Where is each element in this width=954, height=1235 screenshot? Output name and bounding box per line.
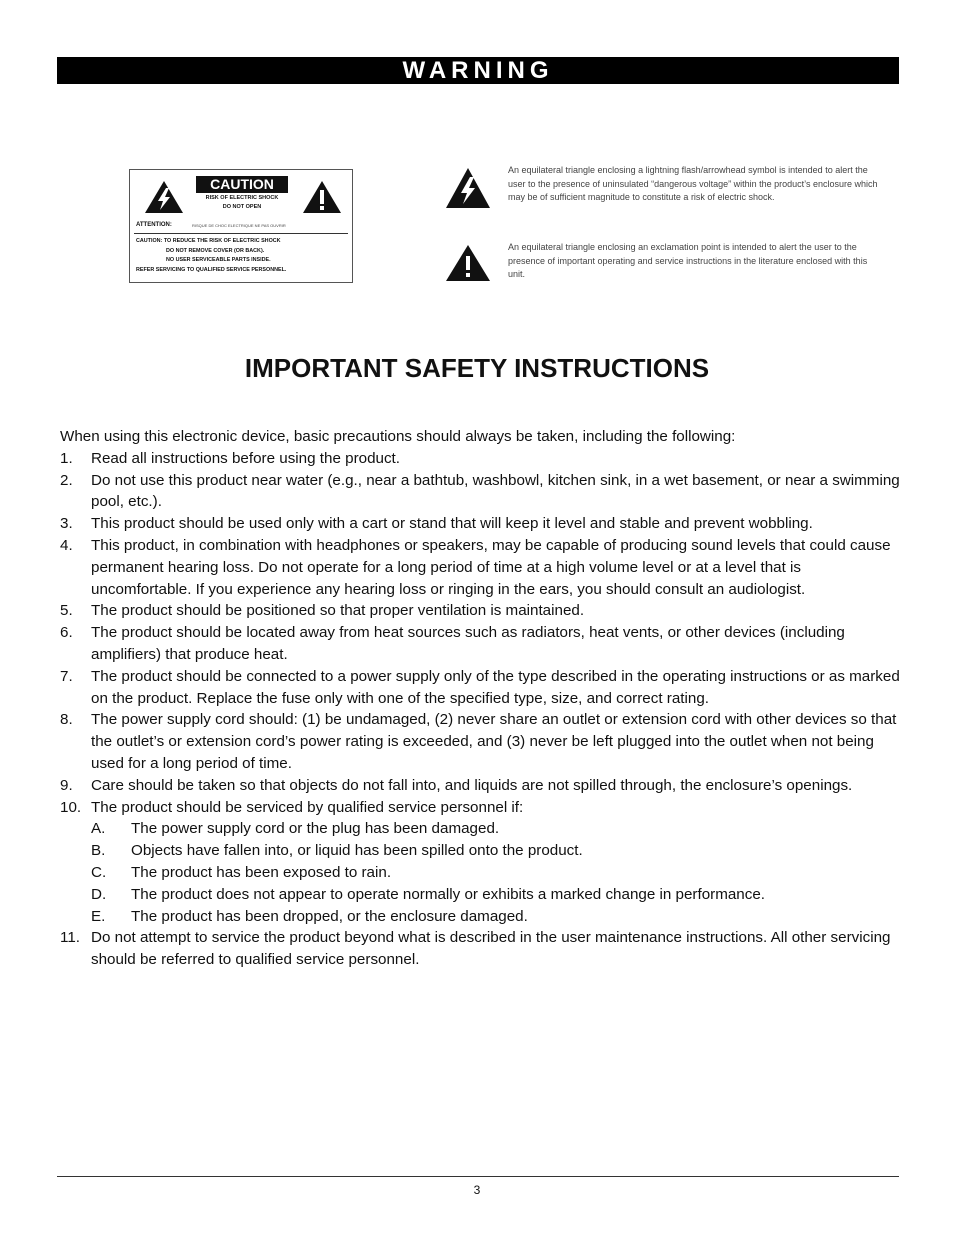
- sub-item-letter: B.: [91, 842, 106, 860]
- list-item: [60, 513, 905, 535]
- caution-line-2: DO NOT REMOVE COVER (OR BACK).: [166, 247, 265, 254]
- lightning-warning-icon: [144, 180, 184, 214]
- list-item: [60, 470, 905, 514]
- list-item: [60, 448, 905, 470]
- warning-heading: WARNING: [402, 57, 554, 84]
- item-number: 6.: [60, 624, 73, 642]
- sub-item-letter: E.: [91, 907, 106, 925]
- sub-list-item: [91, 818, 905, 840]
- list-item: [60, 535, 905, 600]
- caution-sub-1: RISK OF ELECTRIC SHOCK: [205, 195, 279, 201]
- item-text: Care should be taken so that objects do not fall into, and liquids are not spilled through, the enclosure’s openings.: [91, 776, 853, 794]
- item-number: 2.: [60, 471, 73, 489]
- sub-item-text: Objects have fallen into, or liquid has been spilled onto the product.: [131, 842, 583, 860]
- sub-list-item: [91, 884, 905, 906]
- item-number: 1.: [60, 449, 73, 467]
- item-number: 9.: [60, 776, 73, 794]
- sub-item-letter: D.: [91, 885, 107, 903]
- item-text: Do not attempt to service the product beyond what is described in the user maintenance instructions. All other servicing should be referred to qualified service personnel.: [91, 929, 891, 969]
- sub-item-letter: A.: [91, 820, 106, 838]
- item-text: The product should be located away from heat sources such as radiators, heat vents, or other devices (including amplifiers) that produce heat.: [91, 624, 845, 663]
- list-item: [60, 666, 905, 710]
- item-text: The product should be positioned so that proper ventilation is maintained.: [91, 602, 585, 620]
- list-item: [60, 709, 905, 774]
- sub-item-letter: C.: [91, 863, 107, 881]
- caution-divider: [134, 233, 348, 234]
- item-text: This product, in combination with headphones or speakers, may be capable of producing sound levels that could cause permanent hearing loss. Do not operate for a long period of time at a high volume level or at a level that is uncomfortable. If you experience any hearing loss or ringing in the ears, you should consult an audiologist.: [91, 536, 891, 598]
- list-item: [60, 927, 905, 971]
- item-text: This product should be used only with a cart or stand that will keep it level and stable and prevent wobbling.: [91, 515, 813, 533]
- sub-list-item: [91, 840, 905, 862]
- instruction-list: [60, 448, 905, 971]
- sub-list-item: [91, 862, 905, 884]
- sub-item-text: The product does not appear to operate normally or exhibits a marked change in performance.: [131, 885, 766, 903]
- caution-line-3: NO USER SERVICEABLE PARTS INSIDE.: [166, 257, 271, 263]
- item-body: [91, 797, 905, 928]
- attention-label: ATTENTION:: [136, 222, 172, 228]
- exclamation-symbol-text: An equilateral triangle enclosing an exclamation point is intended to alert the user to the presence of important operating and service instructions in the literature enclosed with this unit.: [508, 242, 868, 279]
- item-number: 10.: [60, 798, 82, 816]
- sub-item-text: The power supply cord or the plug has been damaged.: [131, 820, 500, 838]
- item-text: The product should be connected to a power supply only of the type described in the operating instructions or as marked on the product. Replace the fuse only with one of the specified type, size, and correct rating.: [91, 667, 900, 707]
- item-text: Do not use this product near water (e.g., near a bathtub, washbowl, kitchen sink, in a wet basement, or near a swimming pool, etc.).: [91, 471, 900, 511]
- warning-banner: [57, 57, 899, 84]
- lightning-symbol-text: An equilateral triangle enclosing a lightning flash/arrowhead symbol is intended to alert the user to the presence of uninsulated “dangerous voltage” within the product’s enclosure which may be of sufficient magnitude to constitute a risk of electric shock.: [508, 165, 878, 202]
- sub-item-text: The product has been exposed to rain.: [131, 863, 392, 881]
- footer-divider: [57, 1176, 899, 1177]
- attention-french-text: RISQUE DE CHOC ELECTRIQUE NE PAS OUVRIR: [192, 223, 286, 228]
- page-number: 3: [473, 1183, 481, 1197]
- sub-list: [91, 818, 905, 927]
- page-title: IMPORTANT SAFETY INSTRUCTIONS: [244, 353, 710, 383]
- lightning-triangle-icon: [445, 167, 491, 209]
- item-number: 5.: [60, 602, 73, 620]
- item-number: 3.: [60, 515, 73, 533]
- sub-item-text: The product has been dropped, or the enclosure damaged.: [131, 907, 528, 925]
- list-item: [60, 600, 905, 622]
- list-item: [60, 775, 905, 797]
- list-item: [60, 622, 905, 666]
- caution-line-1: CAUTION: TO REDUCE THE RISK OF ELECTRIC SHOCK: [136, 238, 281, 244]
- item-text: The product should be serviced by qualified service personnel if:: [91, 798, 524, 816]
- item-number: 7.: [60, 667, 73, 685]
- intro-text: When using this electronic device, basic precautions should always be taken, including the following:: [60, 428, 736, 445]
- exclamation-triangle-icon: [445, 244, 491, 282]
- safety-instructions: [60, 426, 905, 971]
- item-number: 11.: [60, 929, 80, 947]
- item-number: 4.: [60, 536, 73, 554]
- caution-line-4: REFER SERVICING TO QUALIFIED SERVICE PERSONNEL.: [136, 266, 287, 273]
- caution-sub-2: DO NOT OPEN: [222, 204, 262, 210]
- item-text: The power supply cord should: (1) be undamaged, (2) never share an outlet or extension cord with other devices so that the outlet’s or extension cord’s power rating is exceeded, and (3) never be left plugged into the outlet when not being used for a long period of time.: [91, 711, 897, 772]
- caution-label: [129, 169, 353, 283]
- list-item: [60, 797, 905, 928]
- item-number: 8.: [60, 711, 73, 729]
- caution-text: [136, 237, 350, 275]
- sub-list-item: [91, 906, 905, 928]
- caution-box: [196, 176, 288, 213]
- caution-title: CAUTION: [196, 176, 288, 193]
- exclamation-warning-icon: [302, 180, 342, 214]
- item-text: Read all instructions before using the product.: [91, 449, 400, 467]
